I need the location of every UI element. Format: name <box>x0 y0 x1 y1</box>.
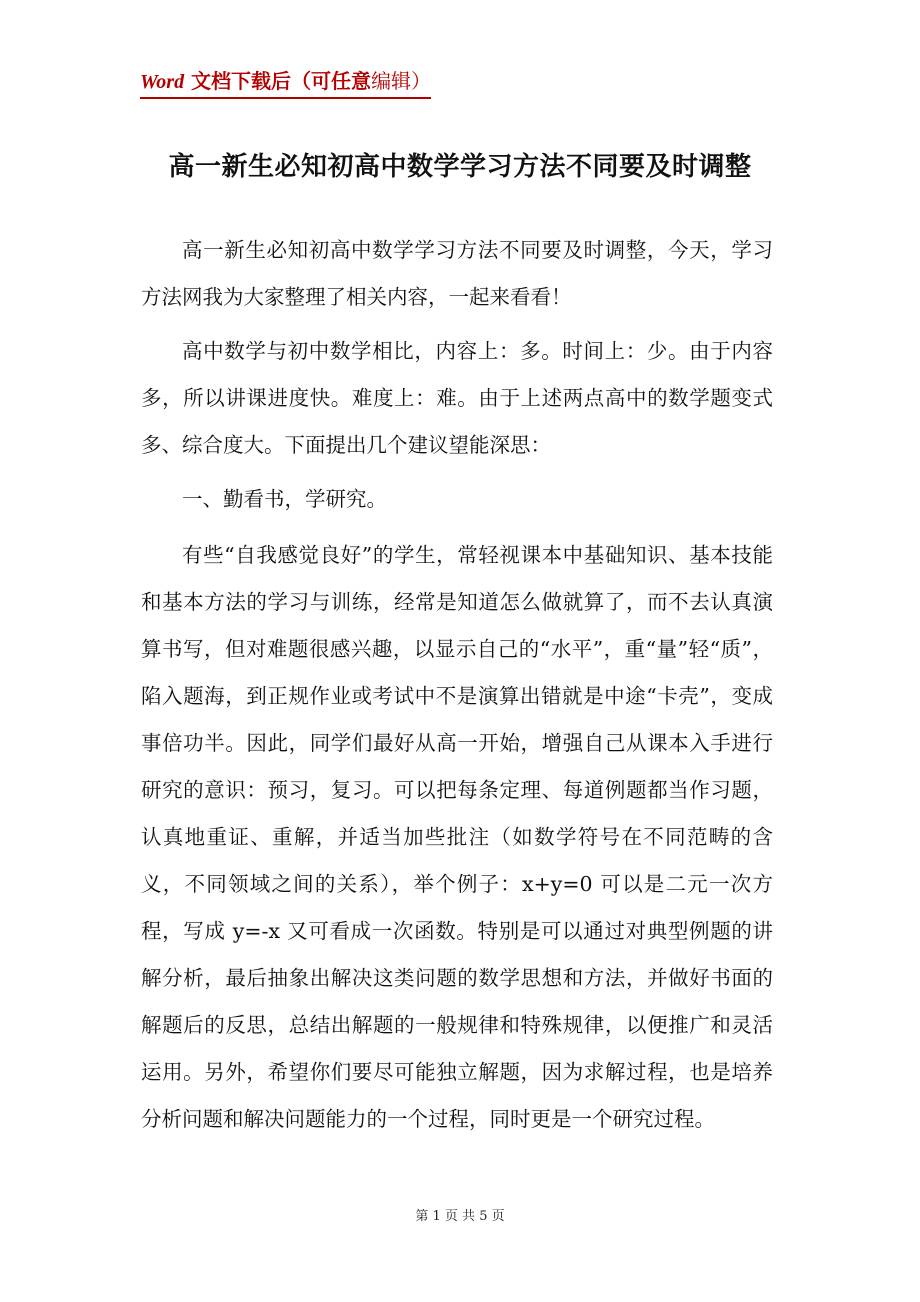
document-body <box>141 227 773 1150</box>
header-main-label: 文档下载后（可任意 <box>184 69 372 93</box>
header-edit-label: 编辑） <box>371 69 432 93</box>
document-title: 高一新生必知初高中数学学习方法不同要及时调整 <box>168 152 752 182</box>
header-word-label: Word <box>140 71 185 93</box>
paragraph-advice: 有些“自我感觉良好”的学生，常轻视课本中基础知识、基本技能和基本方法的学习与训练，经常是知道怎么做就算了，而不去认真演算书写，但对难题很感兴趣，以显示自己的“水平”，重“量”轻“质”，陷入题海，到正规作业或考试中不是演算出错就是中途“卡壳”，变成事倍功半。因此，同学们最好从高一开始，增强自己从课本入手进行研究的意识：预习，复习。可以把每条定理、每道例题都当作习题，认真地重证、重解，并适当加些批注（如数学符号在不同范畴的含义，不同领域之间的关系），举个例子：x+y=0 可以是二元一次方程，写成 y=-x 又可看成一次函数。特别是可以通过对典型例题的讲解分析，最后抽象出解决这类问题的数学思想和方法，并做好书面的解题后的反思，总结出解题的一般规律和特殊规律，以便推广和灵活运用。另外，希望你们要尽可能独立解题，因为求解过程，也是培养分析问题和解决问题能力的一个过程，同时更是一个研究过程。 <box>141 543 773 1131</box>
paragraph-intro: 高一新生必知初高中数学学习方法不同要及时调整，今天，学习方法网我为大家整理了相关内容，一起来看看！ <box>141 238 773 309</box>
section-heading: 一、勤看书，学研究。 <box>182 487 387 511</box>
paragraph-comparison: 高中数学与初中数学相比，内容上：多。时间上：少。由于内容多，所以讲课进度快。难度上：难。由于上述两点高中的数学题变式多、综合度大。下面提出几个建议望能深思： <box>141 339 773 457</box>
download-header <box>140 66 431 99</box>
page-number: 第 1 页 共 5 页 <box>415 1209 505 1224</box>
